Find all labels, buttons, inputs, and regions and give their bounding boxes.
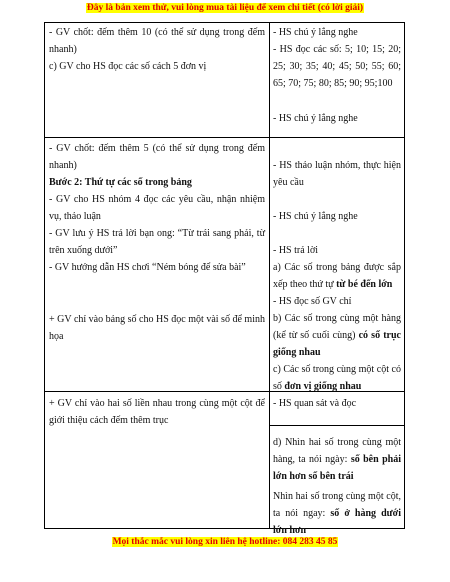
teacher-note: - GV lưu ý HS trả lời bạn ong: “Từ trái sang phải, từ trên xuống dưới” — [49, 228, 265, 256]
bottom-banner: Mọi thắc mắc vui lòng xin liên hệ hotline: 084 283 45 85 — [112, 537, 338, 547]
teacher-note: c) GV cho HS đọc các số cách 5 đơn vị — [49, 61, 207, 72]
student-note: - HS trả lời — [273, 245, 319, 256]
student-note: - HS quan sát và đọc — [273, 398, 357, 409]
teacher-note: - GV chốt: đếm thêm 10 (có thể sử dụng trong đếm nhanh) — [49, 27, 265, 55]
teacher-note: - GV chốt: đếm thêm 5 (có thể sử dụng trong đếm nhanh) — [49, 143, 265, 171]
student-note: - HS đọc các số: 5; 10; 15; 20; 25; 30; 35; 40; 45; 50; 55; 60; 65; 70; 75; 80; 85; 90; 95;100 — [273, 44, 401, 89]
teacher-note: - GV hướng dẫn HS chơi “Ném bóng để sửa bài” — [49, 262, 246, 273]
step-heading: Bước 2: Thứ tự các số trong bảng — [49, 177, 192, 188]
teacher-note: + GV chỉ vào bảng số cho HS đọc một vài số để minh họa — [49, 314, 265, 342]
student-answer: b) Các số trong cùng một hàng (kể từ số cuối cùng) có số trục giống nhau — [273, 313, 401, 358]
student-note: - HS đọc số GV chỉ — [273, 296, 352, 307]
student-answer: d) Nhìn hai số trong cùng một hàng, ta nói ngày: số bên phải lớn hơn số bên trái — [273, 437, 401, 482]
student-answer: Nhìn hai số trong cùng một cột, ta nói ngay: số ở hàng dưới lớn hơn — [273, 491, 401, 536]
column-divider — [269, 23, 270, 528]
student-note: - HS chú ý lắng nghe — [273, 113, 358, 124]
teacher-note: - GV cho HS nhóm 4 đọc các yêu cầu, nhận nhiệm vụ, thảo luận — [49, 194, 265, 222]
student-note: - HS thảo luận nhóm, thực hiện yêu cầu — [273, 160, 401, 188]
student-note: - HS chú ý lắng nghe — [273, 27, 358, 38]
student-note: - HS chú ý lắng nghe — [273, 211, 358, 222]
teacher-note: + GV chỉ vào hai số liền nhau trong cùng một cột để giới thiệu cách đếm thêm trục — [49, 398, 265, 426]
top-banner: Đây là bản xem thử, vui lòng mua tài liệu để xem chi tiết (có lời giải) — [86, 3, 364, 13]
lesson-table — [44, 22, 405, 536]
student-answer: a) Các số trong bảng được sắp xếp theo thứ tự từ bé đến lớn — [273, 262, 401, 290]
student-answer: c) Các số trong cùng một cột có số đơn vị giống nhau — [273, 364, 401, 392]
student-activities-column — [273, 23, 401, 536]
teacher-activities-column — [49, 23, 265, 528]
